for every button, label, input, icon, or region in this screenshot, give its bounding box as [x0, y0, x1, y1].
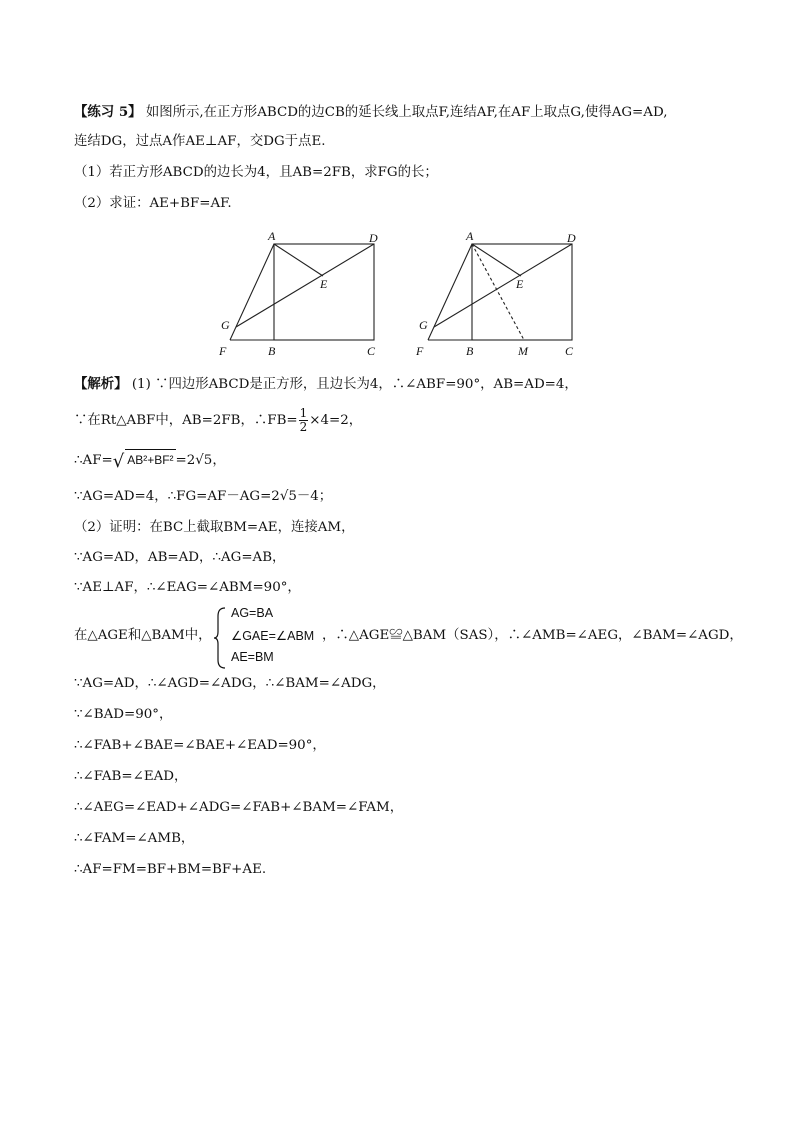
fraction-denominator: 2	[299, 420, 308, 434]
label-d-right: D	[567, 231, 576, 245]
solution-line-1	[74, 374, 578, 395]
label-f-left: F	[219, 344, 227, 358]
segment-dg-left	[236, 244, 374, 327]
label-a-right: A	[466, 229, 474, 243]
question-1: （1）若正方形ABCD的边长为4，且AB=2FB，求FG的长；	[74, 165, 438, 180]
segment-am-dashed	[472, 244, 524, 340]
figure-right-labels	[415, 229, 576, 358]
figure-left	[230, 244, 374, 340]
fraction-one-half	[299, 407, 309, 434]
question-2: （2）求证：AE+BF=AF.	[74, 196, 232, 211]
figure-right	[428, 244, 572, 340]
label-a-left: A	[268, 229, 276, 243]
solution-text-1: (1) ∵四边形ABCD是正方形，且边长为4，∴∠ABF=90°，AB=AD=4，	[131, 377, 578, 392]
solution-line-5: （2）证明：在BC上截取BM=AE，连接AM，	[74, 520, 355, 535]
label-d-left: D	[369, 231, 378, 245]
system-brace	[213, 606, 227, 670]
figure-left-labels	[218, 229, 378, 358]
radical-sign: √	[112, 451, 125, 472]
label-e-left: E	[320, 277, 328, 291]
problem-text-1: 如图所示,在正方形ABCD的边CB的延长线上取点F,连结AF,在AF上取点G,使得AG=AD,	[145, 105, 668, 120]
solution-tag: 【解析】	[74, 376, 128, 392]
label-c-right: C	[565, 344, 574, 358]
solution-line-7: ∵AE⊥AF，∴∠EAG=∠ABM=90°，	[74, 580, 301, 595]
square-left	[274, 244, 374, 340]
label-m-right: M	[518, 344, 528, 358]
solution-line-13: ∴∠AEG=∠EAD+∠ADG=∠FAB+∠BAM=∠FAM，	[74, 800, 404, 815]
system-row-3: AE=BM	[231, 650, 274, 664]
solution-line-14: ∴∠FAM=∠AMB，	[74, 831, 195, 846]
solution-line-3	[74, 449, 226, 472]
solution-line-2	[74, 407, 362, 434]
solution-text-2a: ∵在Rt△ABF中，AB=2FB，∴FB=	[74, 413, 298, 428]
label-f-right: F	[416, 344, 424, 358]
label-c-left: C	[367, 344, 376, 358]
solution-line-6: ∵AG=AD，AB=AD，∴AG=AB，	[74, 550, 286, 565]
system-row-1: AG=BA	[231, 606, 274, 620]
segment-dg-right	[434, 244, 572, 327]
segment-ae-right	[472, 244, 521, 276]
label-e-right: E	[516, 277, 524, 291]
solution-line-8a: 在△AGE和△BAM中，	[74, 628, 212, 643]
solution-line-4: ∵AG=AD=4，∴FG=AF－AG=2√5－4；	[74, 489, 333, 504]
solution-line-8b: ，∴△AGE≌△BAM（SAS），∴∠AMB=∠AEG，∠BAM=∠AGD，	[322, 628, 743, 643]
label-b-left: B	[268, 344, 276, 358]
problem-line-1	[74, 102, 667, 123]
solution-text-3b: =2√5，	[175, 453, 226, 468]
problem-line-2: 连结DG，过点A作AE⊥AF，交DG于点E.	[74, 134, 326, 149]
label-b-right: B	[466, 344, 474, 358]
segment-ae-left	[274, 244, 323, 276]
problem-tag: 【练习 5】	[74, 104, 142, 120]
solution-line-10: ∵∠BAD=90°，	[74, 707, 173, 722]
solution-text-2b: ×4=2，	[309, 413, 363, 428]
solution-line-12: ∴∠FAB=∠EAD，	[74, 769, 188, 784]
radicand: AB²+BF²	[125, 449, 175, 470]
segment-af-right	[428, 244, 472, 340]
solution-line-11: ∴∠FAB+∠BAE=∠BAE+∠EAD=90°，	[74, 738, 326, 753]
congruence-system	[213, 606, 323, 670]
solution-text-3a: ∴AF=	[74, 453, 113, 468]
fraction-numerator: 1	[299, 406, 308, 420]
solution-line-15: ∴AF=FM=BF+BM=BF+AE.	[74, 862, 267, 877]
square-right	[472, 244, 572, 340]
system-row-2: ∠GAE=∠ABM	[231, 629, 315, 643]
segment-af-left	[230, 244, 274, 340]
label-g-right: G	[419, 318, 428, 332]
solution-line-9: ∵AG=AD，∴∠AGD=∠ADG，∴∠BAM=∠ADG，	[74, 676, 386, 691]
geometry-figures	[0, 228, 793, 368]
label-g-left: G	[221, 318, 230, 332]
